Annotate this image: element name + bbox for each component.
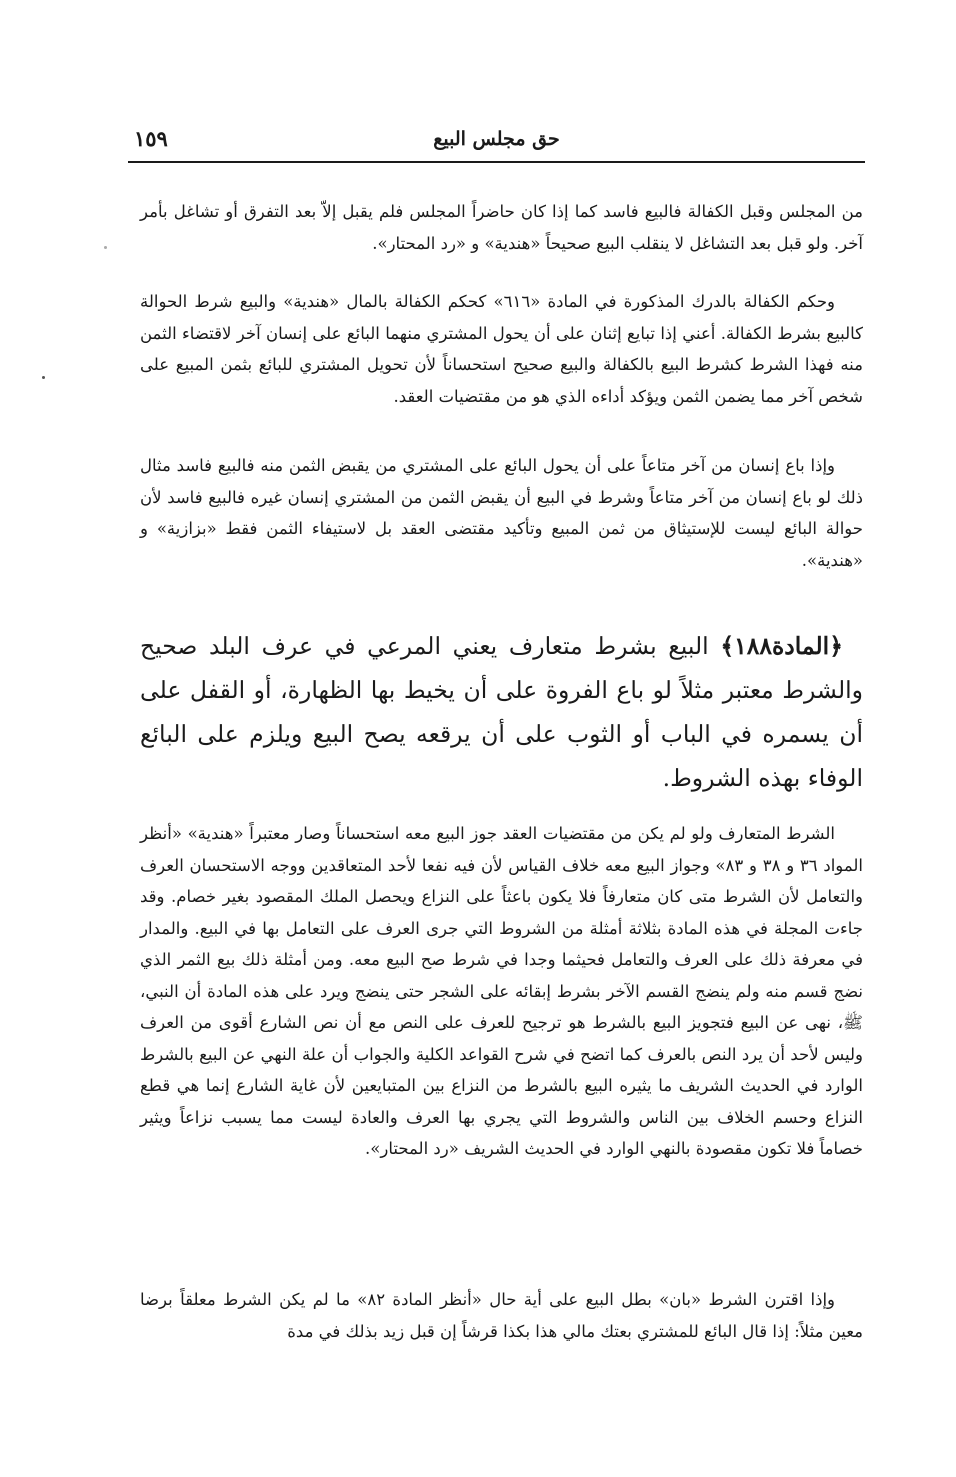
paragraph-sale-condition: وإذا باع إنسان من آخر متاعاً على أن يحول البائع على المشتري من يقبض الثمن منه فالبيع فاسد مثال ذلك لو باع إنسان من آخر متاعاً وشرط في البيع أن يقبض الثمن من المشتري إنسان غيره فالبيع فاسد لأن حوالة البائع ليست للإستيثاق من ثمن المبيع وتأكيد مقتضى العقد بل لاستيفاء الثمن فقط «بزازية» و «هندية». <box>140 456 863 570</box>
margin-speck <box>104 246 107 249</box>
paragraph-commentary: الشرط المتعارف ولو لم يكن من مقتضيات العقد جوز البيع معه استحساناً وصار معتبراً «هندية» «أنظر المواد ٣٦ و ٣٨ و ٨٣» وجواز البيع معه خلاف القياس لأن فيه نفعا لأحد المتعاقدين ووجه الاستحسان العرف والتعامل لأن الشرط متى كان متعارفاً فلا يكون باعثاً على النزاع ويحصل الملك المقصود بغير خصام. وقد جاءت المجلة في هذه المادة بثلاثة أمثلة من الشروط التي جرى العرف على التعامل بها في البيع. والمدار في معرفة ذلك على العرف والتعامل فحيثما وجدا في شرط صح البيع معه. ومن أمثلة ذلك بيع الثمر الذي نضج قسم منه ولم ينضج القسم الآخر بشرط إبقائه على الشجر حتى ينضج ويرد على هذه المادة أن النبي، ﷺ، نهى عن البيع فتجويز البيع بالشرط هو ترجيح للعرف على النص مع أن نص الشارع أقوى من العرف وليس لأحد أن يرد النص بالعرف كما اتضح في شرح القواعد الكلية والجواب أن علة النهي عن البيع بالشرط الوارد في الحديث الشريف ما يثيره البيع بالشرط من النزاع بين المتبايعين لأن غاية الشارع إنما هي قطع النزاع وحسم الخلاف بين الناس والشروط التي يجري بها العرف والعادة ليست مما يسبب نزاعاً ويثير خصاماً فلا تكون مقصودة بالنهي الوارد في الحديث الشريف «رد المحتار». <box>140 824 863 1158</box>
header-rule <box>128 161 865 163</box>
article-188 <box>140 624 863 800</box>
margin-speck <box>42 376 45 379</box>
page-header <box>128 124 865 164</box>
text-block-1 <box>140 196 863 259</box>
paragraph-continuation: من المجلس وقبل الكفالة فالبيع فاسد كما إذا كان حاضراً المجلس فلم يقبل إلاّ بعد التفرق أو تشاغل بأمر آخر. ولو قبل بعد التشاغل لا ينقلب البيع صحيحاً «هندية» و «رد المحتار». <box>140 202 863 253</box>
page-number: ١٥٩ <box>134 126 168 151</box>
article-block <box>140 624 863 800</box>
article-text: البيع بشرط متعارف يعني المرعي في عرف البلد صحيح والشرط معتبر مثلاً لو باع الفروة على أن يخيط بها الظهارة، أو القفل على أن يسمره في الباب أو الثوب على أن يرقعه يصح البيع ويلزم على البائع الوفاء بهذه الشروط. <box>140 632 863 792</box>
paragraph-hawala: وحكم الكفالة بالدرك المذكورة في المادة «٦١٦» كحكم الكفالة بالمال «هندية» والبيع شرط الحوالة كالبيع بشرط الكفالة. أعني إذا تبايع إثنان على أن يحول المشتري منهما البائع على إنسان آخر لاقتضاء الثمن منه فهذا الشرط كشرط البيع بالكفالة والبيع صحيح استحساناً لأن تحويل المشتري للبائع بثمن المبيع على شخص آخر مما يضمن الثمن ويؤكد أداءه الذي هو من مقتضيات العقد. <box>140 292 863 406</box>
text-block-3 <box>140 450 863 576</box>
text-block-5 <box>140 1284 863 1347</box>
article-marker: ﴿المادة١٨٨﴾ <box>720 632 843 660</box>
text-block-2 <box>140 286 863 412</box>
running-title: حق مجلس البيع <box>433 128 560 150</box>
paragraph-conditional: وإذا اقترن الشرط «بان» بطل البيع على أية حال «أنظر المادة ٨٢» ما لم يكن الشرط معلقاً برضا معين مثلاً: إذا قال البائع للمشتري بعتك مالي هذا بكذا قرشاً إن قبل زيد بذلك في مدة <box>140 1290 863 1341</box>
text-block-4 <box>140 818 863 1165</box>
